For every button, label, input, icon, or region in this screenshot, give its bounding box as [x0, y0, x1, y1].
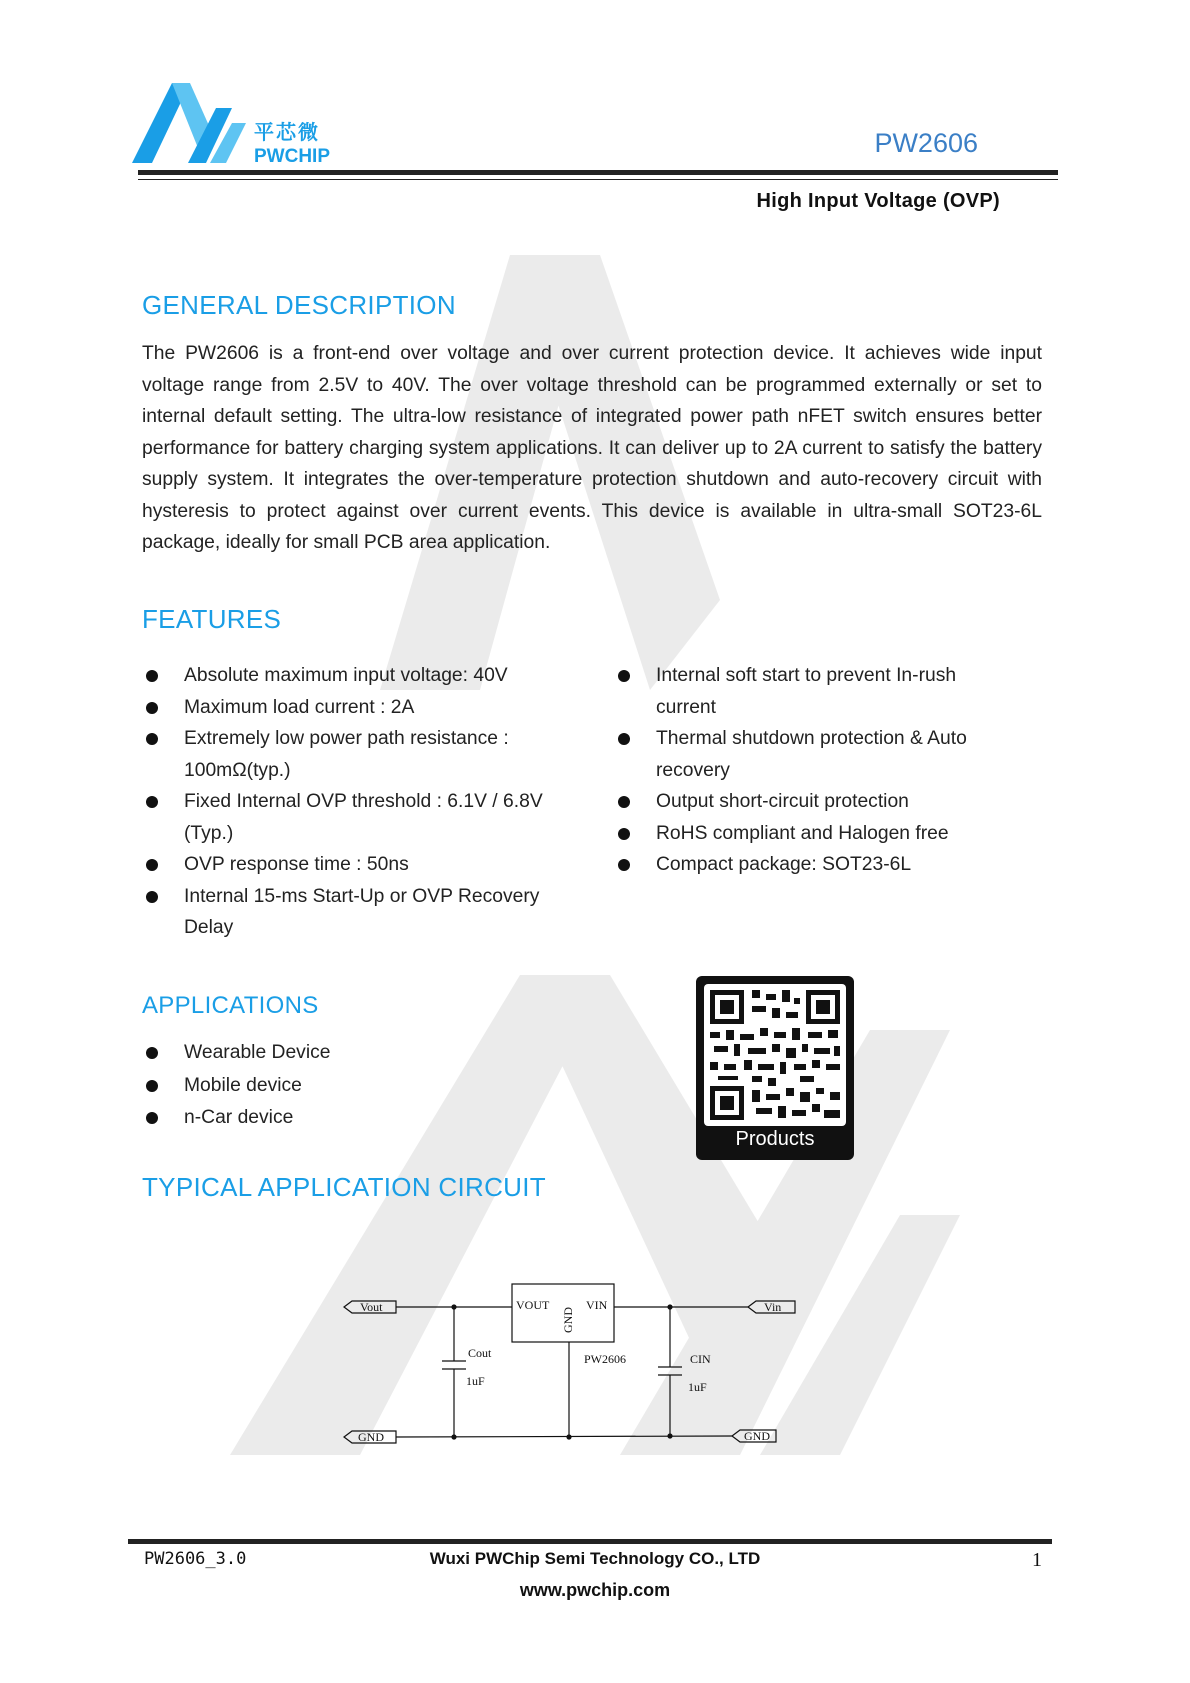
features-list-right — [614, 660, 1014, 881]
logo-english-name: PWCHIP — [254, 146, 330, 167]
application-circuit-diagram — [340, 1275, 800, 1455]
features-list-left — [142, 660, 582, 944]
feature-item: Extremely low power path resistance : 100mΩ(typ.) — [142, 723, 582, 786]
feature-item: OVP response time : 50ns — [142, 849, 582, 881]
features-heading: FEATURES — [142, 604, 282, 634]
feature-item: Internal 15-ms Start-Up or OVP Recovery Delay — [142, 881, 582, 944]
vin-label: Vin — [764, 1300, 782, 1314]
ic-vin-pin-label: VIN — [586, 1298, 608, 1312]
feature-item: Internal soft start to prevent In-rush current — [614, 660, 1014, 723]
logo-chinese-name: 平芯微 — [254, 122, 320, 144]
footer-doc-id: PW2606_3.0 — [144, 1549, 247, 1569]
application-item: Mobile device — [142, 1070, 542, 1103]
feature-item: Fixed Internal OVP threshold : 6.1V / 6.8V (Typ.) — [142, 786, 582, 849]
feature-item: Output short-circuit protection — [614, 786, 1014, 818]
general-description-heading: GENERAL DESCRIPTION — [142, 290, 456, 320]
ic-name-label: PW2606 — [584, 1352, 626, 1366]
feature-item: RoHS compliant and Halogen free — [614, 818, 1014, 850]
cout-value: 1uF — [466, 1374, 485, 1388]
qr-code-label: Products — [735, 1128, 815, 1150]
products-qr-code[interactable] — [696, 976, 854, 1160]
pwchip-logo-icon — [132, 78, 252, 168]
footer-website-link[interactable]: www.pwchip.com — [519, 1580, 671, 1600]
gnd-right-label: GND — [744, 1429, 770, 1443]
header-rule-thick — [138, 170, 1058, 175]
typical-application-circuit-heading: TYPICAL APPLICATION CIRCUIT — [142, 1172, 546, 1202]
vout-label: Vout — [360, 1300, 383, 1314]
applications-heading: APPLICATIONS — [142, 992, 319, 1019]
document-subtitle: High Input Voltage (OVP) — [756, 190, 1000, 212]
ic-gnd-pin-label: GND — [561, 1307, 575, 1333]
application-item: n-Car device — [142, 1102, 542, 1135]
gnd-left-label: GND — [358, 1430, 384, 1444]
cin-value: 1uF — [688, 1380, 707, 1394]
application-item: Wearable Device — [142, 1037, 542, 1070]
footer-rule — [128, 1539, 1052, 1544]
header-rule-thin — [138, 179, 1058, 180]
applications-list — [142, 1037, 542, 1135]
cin-label: CIN — [690, 1352, 711, 1366]
cout-label: Cout — [468, 1346, 492, 1360]
header-part-number: PW2606 — [874, 128, 978, 158]
general-description-text: The PW2606 is a front-end over voltage and over current protection device. It achieves wide input voltage range from 2.5V to 40V. The over voltage threshold can be programmed externally or set to internal default setting. The ultra-low resistance of integrated power path nFET switch ensures better performance for battery charging system applications. It can deliver up to 2A current to satisfy the battery supply system. It integrates the over-temperature protection shutdown and auto-recovery circuit with hysteresis to protect against over current events. This device is available in ultra-small SOT23-6L package, ideally for small PCB area application. — [142, 343, 1042, 553]
qr-code-icon — [704, 984, 846, 1126]
feature-item: Absolute maximum input voltage: 40V — [142, 660, 582, 692]
feature-item: Compact package: SOT23-6L — [614, 849, 1014, 881]
company-logo — [132, 78, 352, 168]
footer-company: Wuxi PWChip Semi Technology CO., LTD — [429, 1549, 761, 1568]
footer-page-number: 1 — [1032, 1549, 1042, 1571]
feature-item: Thermal shutdown protection & Auto recovery — [614, 723, 1014, 786]
ic-vout-pin-label: VOUT — [516, 1298, 550, 1312]
feature-item: Maximum load current : 2A — [142, 692, 582, 724]
